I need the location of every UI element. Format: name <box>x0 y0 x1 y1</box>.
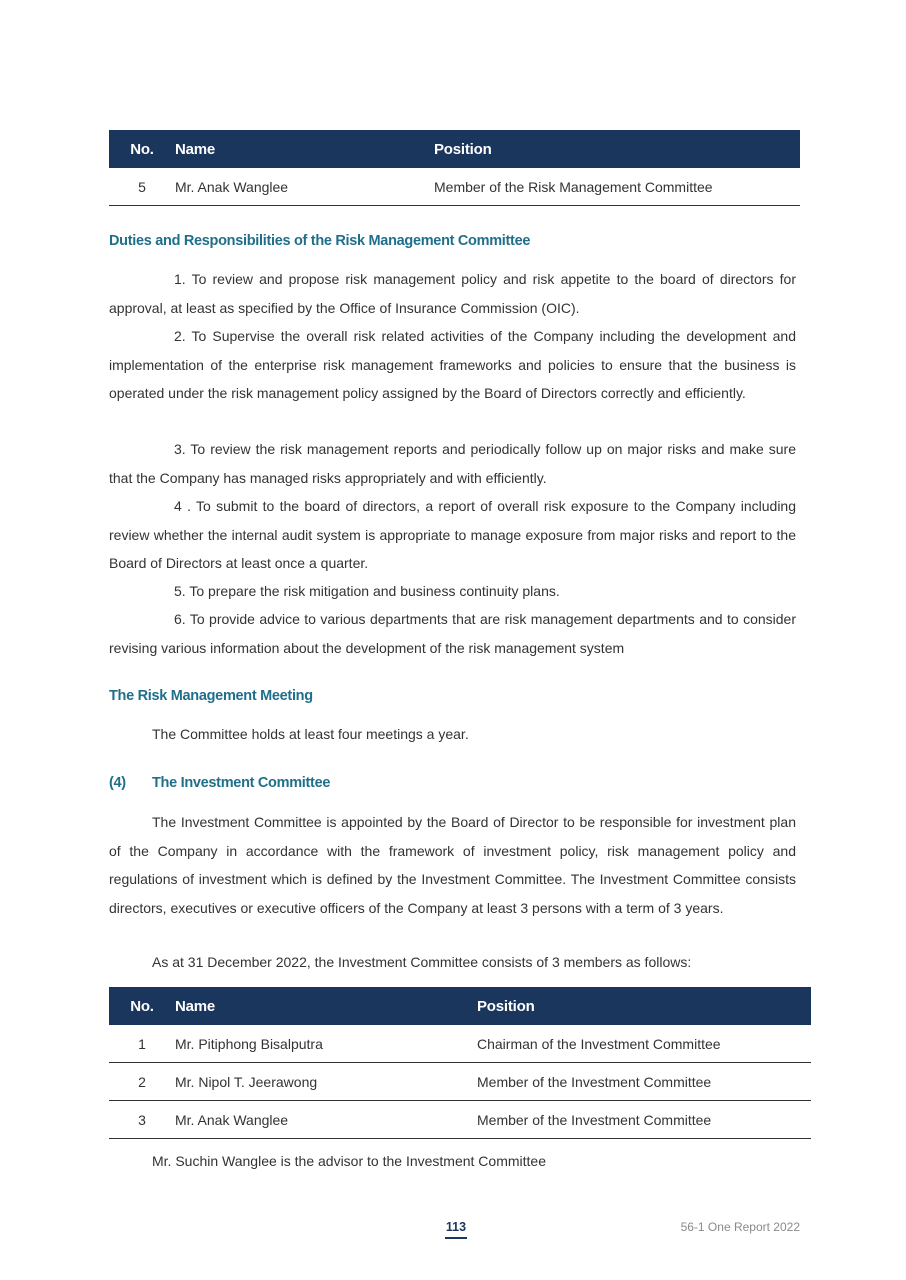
table-header-row <box>109 130 800 168</box>
duty-item-2: 2. To Supervise the overall risk related activities of the Company including the development and implementation of the enterprise risk management frameworks and policies to ensure that the business is operated under the risk management policy assigned by the Board of Directors correctly and efficiently. <box>109 328 796 401</box>
page-number-underline <box>445 1237 467 1239</box>
investment-heading: The Investment Committee <box>152 775 331 791</box>
cell-position: Member of the Risk Management Committee <box>434 168 800 206</box>
risk-committee-table <box>109 130 800 206</box>
investment-committee-table <box>109 987 811 1139</box>
cell-name: Mr. Anak Wanglee <box>175 168 434 206</box>
cell-name: Mr. Anak Wanglee <box>175 1101 477 1139</box>
column-header-no: No. <box>109 987 175 1025</box>
cell-no: 1 <box>109 1025 175 1063</box>
section-number: (4) <box>109 775 126 791</box>
duty-item-5: 5. To prepare the risk mitigation and business continuity plans. <box>174 583 560 599</box>
duty-item-1: 1. To review and propose risk management policy and risk appetite to the board of directors for approval, at least as specified by the Office of Insurance Commission (OIC). <box>109 271 796 316</box>
table-header-row <box>109 987 811 1025</box>
investment-paragraph: The Investment Committee is appointed by the Board of Director to be responsible for investment plan of the Company in accordance with the framework of investment policy, risk management policy and regulations of investment which is defined by the Investment Committee. The Investment Committee consists directors, executives or executive officers of the Company at least 3 persons with a term of 3 years. <box>109 814 796 916</box>
cell-position: Member of the Investment Committee <box>477 1101 811 1139</box>
cell-no: 2 <box>109 1063 175 1101</box>
cell-position: Chairman of the Investment Committee <box>477 1025 811 1063</box>
report-title: 56-1 One Report 2022 <box>680 1220 800 1234</box>
duty-item-6: 6. To provide advice to various departments that are risk management departments and to consider revising various information about the development of the risk management system <box>109 611 796 656</box>
table-row <box>109 168 800 206</box>
cell-position: Member of the Investment Committee <box>477 1063 811 1101</box>
table-row <box>109 1025 811 1063</box>
meeting-text: The Committee holds at least four meetings a year. <box>152 726 469 742</box>
column-header-no: No. <box>109 130 175 168</box>
cell-no: 3 <box>109 1101 175 1139</box>
meeting-heading: The Risk Management Meeting <box>109 688 313 704</box>
column-header-name: Name <box>175 987 477 1025</box>
duty-item-4: 4 . To submit to the board of directors, a report of overall risk exposure to the Company including review whether the internal audit system is appropriate to manage exposure from major risks and report to the Board of Directors at least once a quarter. <box>109 498 796 571</box>
investment-members-intro: As at 31 December 2022, the Investment Committee consists of 3 members as follows: <box>152 954 692 970</box>
cell-no: 5 <box>109 168 175 206</box>
cell-name: Mr. Nipol T. Jeerawong <box>175 1063 477 1101</box>
page-number: 113 <box>445 1220 467 1234</box>
cell-name: Mr. Pitiphong Bisalputra <box>175 1025 477 1063</box>
column-header-position: Position <box>434 130 800 168</box>
table-row <box>109 1063 811 1101</box>
table-row <box>109 1101 811 1139</box>
duty-item-3: 3. To review the risk management reports and periodically follow up on major risks and make sure that the Company has managed risks appropriately and with efficiently. <box>109 441 796 486</box>
column-header-position: Position <box>477 987 811 1025</box>
duties-heading: Duties and Responsibilities of the Risk Management Committee <box>109 233 531 249</box>
column-header-name: Name <box>175 130 434 168</box>
advisor-note: Mr. Suchin Wanglee is the advisor to the Investment Committee <box>152 1153 546 1169</box>
